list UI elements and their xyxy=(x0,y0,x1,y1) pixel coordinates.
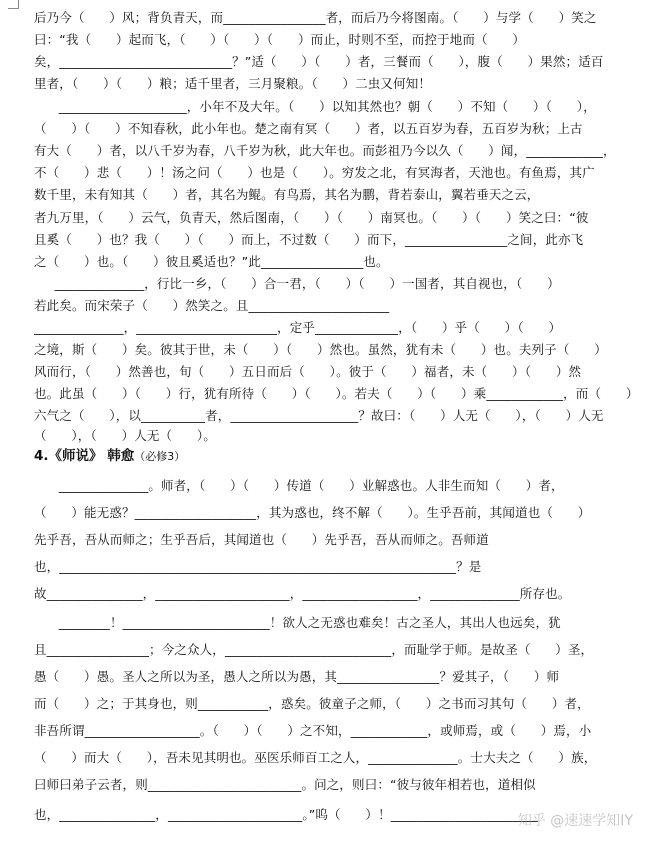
page-corner-mark xyxy=(8,0,19,9)
section-author: 韩愈 xyxy=(107,448,135,464)
text-line: 后乃今（ ）风；背负青天，而________________者，而后乃今将图南。（ ）与学（ ）笑之 xyxy=(34,10,597,25)
text-line: 且________________；今之众人，__________________________，而耻学于师。是故圣（ ）圣， xyxy=(34,642,594,657)
text-line: 之（ ）也。（ ）彼且奚适也？”此________________也。 xyxy=(34,254,389,269)
text-line: 之境，斯（ ）矣。彼其于世，未（ ）（ ）然也。虽然，犹有未（ ）也。夫列子（ ） xyxy=(34,342,607,357)
text-line: 矣，___________________________？”适（ ）（ ）者，三餐而（ ），腹（ ）果然；适百 xyxy=(34,54,604,69)
watermark: 知乎 @速速学知IY xyxy=(517,813,633,829)
text-line: （ ），（ ）人无（ ）。 xyxy=(34,428,216,443)
text-line: 六气之（ ），以__________者，____________________？故曰：（ ）人无（ ），（ ）人无 xyxy=(34,408,604,423)
text-line: 也，______________________________________________________________？是 xyxy=(34,559,482,574)
text-line: 数千里，未有知其（ ）者，其名为鲲。有鸟焉，其名为鹏，背若泰山，翼若垂天之云， xyxy=(34,187,540,202)
text-line: 若此矣。而宋荣子（ ）然笑之。且______________________ xyxy=(34,298,390,313)
section-heading xyxy=(34,445,185,468)
text-line: ________！_______________________！欲人之无惑也难矣！古之圣人，其出人也远矣，犹 xyxy=(34,615,561,630)
text-line: （ ）能无惑？___________________，其为惑也，终不解（ ）。生乎吾前，其闻道也（ ） xyxy=(34,505,591,520)
section-number: 4. xyxy=(34,448,49,464)
text-line: 不（ ）悲（ ）！汤之问（ ）也是（ ）。穷发之北，有冥海者，天池也。有鱼焉，其广 xyxy=(34,165,595,180)
text-line: 愚（ ）愚。圣人之所以为圣，愚人之所以为愚，其________________？爱其子，（ ）师 xyxy=(34,669,560,684)
text-line: 者九万里，（ ）云气，负青天，然后图南，（ ）（ ）南冥也。（ ）（ ）笑之曰：“彼 xyxy=(34,210,589,225)
text-line: 先乎吾，吾从而师之；生乎吾后，其闻道也（ ）先乎吾，吾从而师之。吾师道 xyxy=(34,532,489,547)
section-note: （必修3） xyxy=(134,450,186,463)
text-line: ______________，行比一乡，（ ）合一君，（ ）（ ）一国者，其自视也，（ ） xyxy=(34,276,560,291)
text-line: 曰师曰弟子云者，则________________________。问之，则曰：“彼与彼年相若也，道相似 xyxy=(34,777,536,792)
text-line: ______________，______________________，定乎_____________，（ ）乎（ ）（ ） xyxy=(34,320,562,335)
text-line: （ ）而大（ ），吾未见其明也。巫医乐师百工之人，______________。士大夫之（ ）族， xyxy=(34,750,597,765)
text-line: 非吾所谓__________________。（ ）（ ）之不知，____________，或师焉，或（ ）焉，小 xyxy=(34,723,592,738)
text-line: 里者，（ ）（ ）粮；适千里者，三月聚粮。（ ）二虫又何知！ xyxy=(34,76,432,91)
text-line: 风而行，（ ）然善也，旬（ ）五日而后（ ）。彼于（ ）福者，未（ ）（ ）然 xyxy=(34,364,582,379)
text-line: （ ）（ ）不知春秋，此小年也。楚之南有冥（ ）者，以五百岁为春，五百岁为秋；上古 xyxy=(34,121,583,136)
text-line: 也，_______________，_____________________。”呜（ ）！_______________________ xyxy=(34,807,538,822)
text-line: 故_______________，_____________________，__________________，______________所存也。 xyxy=(34,586,571,601)
text-line: ____________________，小年不及大年。（ ）以知其然也？朝（ ）不知（ ）（ ）， xyxy=(34,99,596,114)
text-line: 而（ ）之；于其身也，则___________，惑矣。彼童子之师，（ ）之书而习其句（ ）者， xyxy=(34,696,590,711)
text-line: 也。此虽（ ）（ ）行，犹有所待（ ）（ ）。若夫（ ）（ ）乘____________，而（ ） xyxy=(34,386,639,401)
text-line: 有大（ ）者，以八千岁为春，八千岁为秋，此大年也。而彭祖乃今以久（ ）闻，____________， xyxy=(34,143,616,158)
section-title: 《师说》 xyxy=(48,448,103,464)
text-line: 且奚（ ）也？我（ ）（ ）而上，不过数（ ）而下，________________之间，此亦飞 xyxy=(34,232,584,247)
text-line: ______________。师者，（ ）（ ）传道（ ）业解惑也。人非生而知（ ）者， xyxy=(34,478,564,493)
text-line: 曰：“我（ ）起而飞，（ ）（ ）（ ）而止，时则不至，而控于地而（ ） xyxy=(34,32,526,47)
